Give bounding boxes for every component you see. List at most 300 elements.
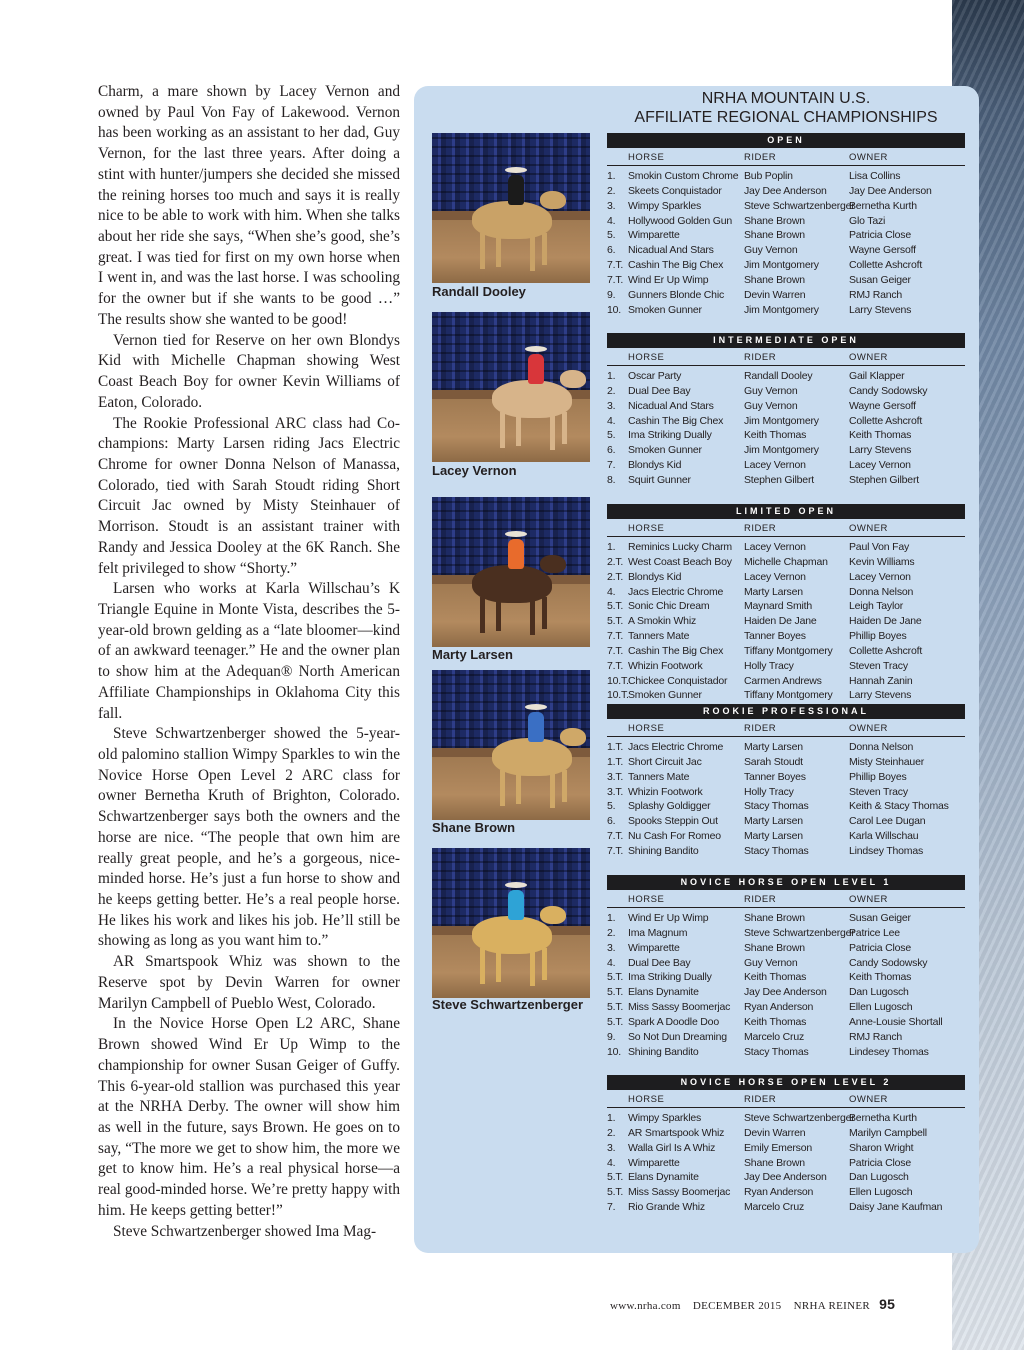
cell-rider: Devin Warren: [744, 1126, 806, 1139]
cell-rider: Shane Brown: [744, 214, 805, 227]
photo-caption: Steve Schwartzenberger: [432, 997, 584, 1012]
cell-owner: Leigh Taylor: [849, 600, 904, 613]
cell-rider: Tanner Boyes: [744, 770, 806, 783]
cell-horse: Wimparette: [628, 229, 680, 242]
rider-photo: [432, 312, 590, 462]
cell-place: 4.: [607, 414, 616, 427]
results-row: [607, 1045, 965, 1060]
cell-horse: Ima Striking Dually: [628, 429, 712, 442]
results-section: [607, 333, 965, 488]
col-owner-header: OWNER: [849, 894, 888, 905]
cell-owner: Ellen Lugosch: [849, 1001, 913, 1014]
cell-horse: Wimpy Sparkles: [628, 1112, 702, 1124]
cell-rider: Devin Warren: [744, 288, 806, 301]
section-title: OPEN: [607, 133, 965, 148]
cell-place: 7.T.: [607, 644, 624, 657]
cell-owner: Lisa Collins: [849, 170, 901, 182]
cell-horse: Smoken Gunner: [628, 689, 702, 702]
results-row: [607, 1200, 965, 1215]
cell-place: 3.: [607, 199, 616, 212]
cell-owner: Keith Thomas: [849, 429, 912, 442]
cell-owner: Anne-Lousie Shortall: [849, 1015, 943, 1028]
cell-rider: Jay Dee Anderson: [744, 1171, 827, 1184]
cell-rider: Jim Montgomery: [744, 303, 819, 316]
cell-rider: Marcelo Cruz: [744, 1030, 805, 1043]
cell-horse: Short Circuit Jac: [628, 755, 702, 768]
col-rider-header: RIDER: [744, 152, 777, 163]
cell-place: 1.: [607, 912, 616, 924]
cell-place: 2.: [607, 926, 616, 939]
cell-horse: Skeets Conquistador: [628, 184, 722, 197]
cell-rider: Keith Thomas: [744, 429, 807, 442]
footer-magazine: NRHA REINER: [793, 1300, 870, 1312]
cell-owner: Lindesey Thomas: [849, 1045, 929, 1058]
cell-horse: Blondys Kid: [628, 570, 682, 583]
cell-owner: Dan Lugosch: [849, 1171, 909, 1184]
cell-owner: Donna Nelson: [849, 741, 914, 753]
photo-caption: Marty Larsen: [432, 647, 513, 662]
cell-owner: Bernetha Kurth: [849, 1112, 917, 1124]
results-row: [607, 414, 965, 429]
photo-caption: Shane Brown: [432, 820, 516, 835]
cell-rider: Holly Tracy: [744, 785, 794, 798]
cell-owner: Misty Steinhauer: [849, 755, 925, 768]
cell-horse: Whizin Footwork: [628, 659, 703, 672]
cell-horse: Whizin Footwork: [628, 785, 703, 798]
cell-owner: Susan Geiger: [849, 912, 911, 924]
cell-horse: Dual Dee Bay: [628, 956, 691, 969]
col-owner-header: OWNER: [849, 352, 888, 363]
cell-rider: Jim Montgomery: [744, 259, 819, 272]
cell-place: 9.: [607, 1030, 616, 1043]
results-row: [607, 814, 965, 829]
cell-owner: Steven Tracy: [849, 659, 908, 672]
cell-horse: Spark A Doodle Doo: [628, 1015, 719, 1028]
cell-place: 5.T.: [607, 1171, 624, 1184]
results-row: [607, 674, 965, 689]
cell-owner: Donna Nelson: [849, 585, 914, 598]
results-row: [607, 1015, 965, 1030]
footer-issue: DECEMBER 2015: [692, 1300, 782, 1312]
cell-owner: Susan Geiger: [849, 273, 911, 286]
section-title: LIMITED OPEN: [607, 504, 965, 519]
cell-place: 6.: [607, 244, 616, 257]
cell-horse: Hollywood Golden Gun: [628, 214, 732, 227]
cell-rider: Maynard Smith: [744, 600, 813, 613]
cell-rider: Shane Brown: [744, 941, 805, 954]
results-section: [607, 1075, 965, 1215]
cell-place: 5.: [607, 429, 616, 442]
cell-horse: Jacs Electric Chrome: [628, 585, 724, 598]
rider-photo: [432, 133, 590, 283]
cell-horse: Cashin The Big Chex: [628, 414, 724, 427]
cell-owner: Patrice Lee: [849, 926, 900, 939]
results-row: [607, 369, 965, 384]
cell-place: 5.T.: [607, 986, 624, 999]
results-row: [607, 755, 965, 770]
article-paragraph: Larsen who works at Karla Willschau’s K Triangle Equine in Monte Vista, describes the 5-year-old brown gelding as a “late bloomer—kind of an awkward teenager.” He and the owner plan to show him at the Adequan® North American Affiliate Championships in Oklahoma City this fall.: [98, 580, 400, 722]
cell-rider: Guy Vernon: [744, 956, 798, 969]
cell-owner: Collette Ashcroft: [849, 259, 923, 272]
results-row: [607, 599, 965, 614]
col-rider-header: RIDER: [744, 523, 777, 534]
cell-rider: Lacey Vernon: [744, 570, 806, 583]
col-horse-header: HORSE: [628, 1094, 665, 1105]
cell-place: 9.: [607, 288, 616, 301]
cell-owner: RMJ Ranch: [849, 288, 903, 301]
article-paragraph: In the Novice Horse Open L2 ARC, Shane Brown showed Wind Er Up Wimp to the championship for owner Susan Geiger of Guffy. This 6-year-old stallion was purchased this year at the NRHA Derby. The owner will show him as well in the future, says Brown. He goes on to say, “The more we get to show him, the more we get to know him. He’s a real physical horse—a real good-minded horse. We’re pretty happy with him. He keeps getting better!”: [98, 1015, 400, 1219]
cell-horse: So Not Dun Dreaming: [628, 1030, 727, 1043]
results-row: [607, 985, 965, 1000]
cell-horse: West Coast Beach Boy: [628, 555, 732, 568]
cell-rider: Marty Larsen: [744, 815, 803, 828]
cell-rider: Steve Schwartzenberger: [744, 926, 855, 939]
cell-place: 3.T.: [607, 785, 624, 798]
panel-title-line1: NRHA MOUNTAIN U.S.: [701, 90, 871, 107]
cell-place: 2.: [607, 184, 616, 197]
cell-horse: Smoken Gunner: [628, 444, 702, 457]
cell-owner: Larry Stevens: [849, 303, 912, 316]
results-row: [607, 169, 965, 184]
cell-owner: Wayne Gersoff: [849, 244, 916, 257]
article-paragraph: Vernon tied for Reserve on her own Blondys Kid with Michelle Chapman showing West Coast Beach Boy for owner Kevin Williams of Eaton, Colorado.: [98, 331, 400, 411]
col-owner-header: OWNER: [849, 1094, 888, 1105]
column-header-row: [607, 352, 965, 366]
results-row: [607, 199, 965, 214]
results-row: [607, 941, 965, 956]
cell-horse: Reminics Lucky Charm: [628, 541, 732, 553]
results-row: [607, 844, 965, 859]
cell-place: 2.: [607, 1126, 616, 1139]
col-horse-header: HORSE: [628, 152, 665, 163]
col-rider-header: RIDER: [744, 723, 777, 734]
col-owner-header: OWNER: [849, 723, 888, 734]
cell-owner: Collette Ashcroft: [849, 414, 923, 427]
results-row: [607, 585, 965, 600]
page-number: 95: [879, 1296, 896, 1312]
cell-horse: Tanners Mate: [628, 630, 690, 643]
cell-place: 6.: [607, 444, 616, 457]
cell-rider: Shane Brown: [744, 229, 805, 242]
cell-place: 4.: [607, 214, 616, 227]
results-row: [607, 740, 965, 755]
cell-horse: Cashin The Big Chex: [628, 259, 724, 272]
section-title: NOVICE HORSE OPEN LEVEL 1: [607, 875, 965, 890]
cell-rider: Tanner Boyes: [744, 630, 806, 643]
cell-owner: Larry Stevens: [849, 444, 912, 457]
cell-place: 2.T.: [607, 570, 624, 583]
results-row: [607, 956, 965, 971]
cell-horse: Chickee Conquistador: [628, 674, 728, 687]
cell-owner: Stephen Gilbert: [849, 473, 919, 486]
cell-place: 5.T.: [607, 615, 624, 628]
results-row: [607, 243, 965, 258]
results-row: [607, 688, 965, 703]
cell-place: 7.T.: [607, 844, 624, 857]
cell-place: 5.T.: [607, 1015, 624, 1028]
cell-owner: Patricia Close: [849, 941, 911, 954]
cell-owner: Keith Thomas: [849, 971, 912, 984]
article-paragraph: Steve Schwartzenberger showed the 5-year-old palomino stallion Wimpy Sparkles to win the Novice Horse Open Level 2 ARC class for owner Bernetha Kruth of Brighton, Colorado. Schwartzenberger says both the owners and the horse are nice. “The people that own him are really great people, and he’s a gorgeous, nice-minded horse. He’s just a fun horse to show and he keeps getting better. He’s a real people horse. He likes his work and likes his job. He’ll still be showing as long as you want him to.”: [98, 725, 400, 950]
cell-place: 4.: [607, 585, 616, 598]
cell-horse: A Smokin Whiz: [628, 615, 697, 628]
cell-owner: Phillip Boyes: [849, 770, 907, 783]
cell-place: 1.: [607, 1112, 616, 1124]
cell-rider: Guy Vernon: [744, 399, 798, 412]
article-paragraph: Charm, a mare shown by Lacey Vernon and owned by Paul Von Fay of Lakewood. Vernon has been working as an assistant to her dad, Guy Vernon, for the last three years. After doing a stint with hunter/jumpers she decided she missed the reining horses too much and says it is really nice to be able to work with him. When she talks about her ride she says, “When she’s good, she’s great. I was tied for first on my own horse when I went in, and was the last horse. I was schooling for the owner but if she wants to be good …” The results show she wanted to be good!: [98, 83, 400, 328]
cell-place: 1.T.: [607, 741, 624, 753]
cell-owner: Jay Dee Anderson: [849, 184, 932, 197]
cell-owner: Paul Von Fay: [849, 541, 910, 553]
cell-rider: Marcelo Cruz: [744, 1201, 805, 1214]
cell-place: 1.T.: [607, 755, 624, 768]
cell-rider: Sarah Stoudt: [744, 755, 803, 768]
results-row: [607, 614, 965, 629]
cell-rider: Stacy Thomas: [744, 1045, 809, 1058]
cell-rider: Tiffany Montgomery: [744, 644, 833, 657]
cell-rider: Holly Tracy: [744, 659, 794, 672]
results-section: [607, 875, 965, 1059]
cell-rider: Steve Schwartzenberger: [744, 199, 855, 212]
cell-place: 7.T.: [607, 659, 624, 672]
cell-owner: Daisy Jane Kaufman: [849, 1201, 943, 1214]
cell-rider: Guy Vernon: [744, 384, 798, 397]
cell-owner: Ellen Lugosch: [849, 1186, 913, 1199]
cell-horse: Walla Girl Is A Whiz: [628, 1141, 716, 1154]
cell-place: 5.: [607, 800, 616, 813]
cell-place: 5.: [607, 229, 616, 242]
section-title: ROOKIE PROFESSIONAL: [607, 704, 965, 719]
photo-caption: Randall Dooley: [432, 284, 526, 299]
results-row: [607, 303, 965, 318]
cell-horse: Cashin The Big Chex: [628, 644, 724, 657]
results-section: [607, 704, 965, 859]
cell-place: 7.: [607, 1201, 616, 1214]
cell-owner: Lindsey Thomas: [849, 844, 924, 857]
cell-horse: Miss Sassy Boomerjac: [628, 1001, 731, 1014]
cell-horse: Shining Bandito: [628, 844, 699, 857]
cell-owner: Lacey Vernon: [849, 459, 911, 472]
col-owner-header: OWNER: [849, 523, 888, 534]
results-row: [607, 1030, 965, 1045]
cell-rider: Jim Montgomery: [744, 414, 819, 427]
results-row: [607, 273, 965, 288]
results-row: [607, 214, 965, 229]
cell-place: 3.: [607, 399, 616, 412]
col-rider-header: RIDER: [744, 894, 777, 905]
cell-owner: Collette Ashcroft: [849, 644, 923, 657]
cell-horse: Dual Dee Bay: [628, 384, 691, 397]
col-horse-header: HORSE: [628, 352, 665, 363]
results-row: [607, 1156, 965, 1171]
panel-title-line2: AFFILIATE REGIONAL CHAMPIONSHIPS: [634, 109, 938, 126]
cell-horse: Ima Magnum: [628, 926, 688, 939]
cell-owner: Sharon Wright: [849, 1141, 914, 1154]
results-section: [607, 133, 965, 317]
column-header-row: [607, 894, 965, 908]
cell-owner: Larry Stevens: [849, 689, 912, 702]
rider-photo: [432, 497, 590, 647]
cell-owner: Marilyn Campbell: [849, 1126, 927, 1139]
results-row: [607, 570, 965, 585]
col-rider-header: RIDER: [744, 352, 777, 363]
cell-rider: Steve Schwartzenberger: [744, 1112, 855, 1124]
results-row: [607, 970, 965, 985]
cell-owner: Keith & Stacy Thomas: [849, 800, 949, 813]
cell-owner: RMJ Ranch: [849, 1030, 903, 1043]
cell-owner: Bernetha Kurth: [849, 199, 917, 212]
cell-place: 3.: [607, 941, 616, 954]
article-paragraph: AR Smartspook Whiz was shown to the Reserve spot by Devin Warren for owner Marilyn Campbell of Pueblo West, Colorado.: [98, 953, 400, 1012]
cell-rider: Marty Larsen: [744, 830, 803, 843]
cell-rider: Emily Emerson: [744, 1141, 812, 1154]
cell-horse: Elans Dynamite: [628, 1171, 699, 1184]
results-row: [607, 555, 965, 570]
results-row: [607, 911, 965, 926]
cell-horse: Wimpy Sparkles: [628, 199, 702, 212]
cell-rider: Shane Brown: [744, 912, 805, 924]
cell-horse: Wimparette: [628, 1156, 680, 1169]
results-row: [607, 1185, 965, 1200]
cell-horse: Elans Dynamite: [628, 986, 699, 999]
cell-place: 7.T.: [607, 630, 624, 643]
cell-place: 7.T.: [607, 830, 624, 843]
cell-place: 1.: [607, 170, 616, 182]
article-paragraph: The Rookie Professional ARC class had Co-champions: Marty Larsen riding Jacs Electric Chrome for owner Donna Nelson of Manassa, Colorado, tied with Sarah Stoudt riding Short Circuit Jac owned by Misty Steinhauer of Morrison. Stoudt is an assistant trainer with Randy and Jessica Dooley at the 6K Ranch. She felt privileged to show “Shorty.”: [98, 414, 400, 577]
col-horse-header: HORSE: [628, 723, 665, 734]
cell-horse: Miss Sassy Boomerjac: [628, 1186, 731, 1199]
cell-horse: Splashy Goldigger: [628, 800, 711, 813]
cell-rider: Carmen Andrews: [744, 674, 822, 687]
cell-owner: Lacey Vernon: [849, 570, 911, 583]
results-row: [607, 384, 965, 399]
cell-place: 5.T.: [607, 600, 624, 613]
results-row: [607, 799, 965, 814]
cell-horse: Nicadual And Stars: [628, 399, 714, 412]
cell-place: 10.: [607, 1045, 621, 1058]
cell-horse: Jacs Electric Chrome: [628, 741, 724, 753]
results-row: [607, 540, 965, 555]
results-row: [607, 473, 965, 488]
cell-horse: Tanners Mate: [628, 770, 690, 783]
col-horse-header: HORSE: [628, 894, 665, 905]
cell-horse: Smokin Custom Chrome: [628, 170, 739, 182]
cell-rider: Shane Brown: [744, 1156, 805, 1169]
cell-horse: Sonic Chic Dream: [628, 600, 710, 613]
article-paragraph: Steve Schwartzenberger showed Ima Mag-: [113, 1222, 377, 1240]
results-row: [607, 629, 965, 644]
cell-horse: Wind Er Up Wimp: [628, 273, 709, 286]
cell-place: 1.: [607, 370, 616, 382]
results-row: [607, 785, 965, 800]
cell-place: 3.T.: [607, 770, 624, 783]
cell-owner: Carol Lee Dugan: [849, 815, 926, 828]
cell-owner: Candy Sodowsky: [849, 384, 928, 397]
cell-horse: Nicadual And Stars: [628, 244, 714, 257]
cell-owner: Wayne Gersoff: [849, 399, 916, 412]
cell-rider: Jay Dee Anderson: [744, 184, 827, 197]
cell-owner: Karla Willschau: [849, 830, 919, 843]
results-row: [607, 829, 965, 844]
cell-rider: Lacey Vernon: [744, 541, 806, 553]
page-footer: [610, 1296, 895, 1312]
cell-rider: Stacy Thomas: [744, 800, 809, 813]
cell-rider: Haiden De Jane: [744, 615, 817, 628]
cell-rider: Marty Larsen: [744, 585, 803, 598]
cell-owner: Gail Klapper: [849, 370, 905, 382]
col-rider-header: RIDER: [744, 1094, 777, 1105]
cell-rider: Marty Larsen: [744, 741, 803, 753]
cell-horse: Blondys Kid: [628, 459, 682, 472]
cell-horse: Spooks Steppin Out: [628, 815, 718, 828]
cell-rider: Jay Dee Anderson: [744, 986, 827, 999]
results-row: [607, 184, 965, 199]
cell-place: 4.: [607, 956, 616, 969]
results-row: [607, 399, 965, 414]
cell-rider: Ryan Anderson: [744, 1186, 814, 1199]
cell-place: 10.T.: [607, 689, 629, 702]
cell-owner: Hannah Zanin: [849, 674, 913, 687]
cell-place: 5.T.: [607, 1001, 624, 1014]
results-row: [607, 1141, 965, 1156]
cell-horse: Nu Cash For Romeo: [628, 830, 721, 843]
results-row: [607, 1126, 965, 1141]
article-body: [98, 82, 400, 1242]
cell-horse: Squirt Gunner: [628, 473, 691, 486]
col-horse-header: HORSE: [628, 523, 665, 534]
results-row: [607, 228, 965, 243]
cell-horse: Wind Er Up Wimp: [628, 912, 709, 924]
rider-photo: [432, 670, 590, 820]
cell-owner: Haiden De Jane: [849, 615, 922, 628]
column-header-row: [607, 523, 965, 537]
cell-rider: Bub Poplin: [744, 170, 793, 182]
cell-rider: Guy Vernon: [744, 244, 798, 257]
cell-place: 2.: [607, 384, 616, 397]
cell-horse: Wimparette: [628, 941, 680, 954]
cell-rider: Keith Thomas: [744, 971, 807, 984]
cell-owner: Patricia Close: [849, 1156, 911, 1169]
results-row: [607, 926, 965, 941]
cell-owner: Phillip Boyes: [849, 630, 907, 643]
cell-horse: Oscar Party: [628, 370, 682, 382]
cell-owner: Patricia Close: [849, 229, 911, 242]
cell-place: 10.T.: [607, 674, 629, 687]
cell-place: 7.T.: [607, 273, 624, 286]
results-row: [607, 659, 965, 674]
cell-owner: Kevin Williams: [849, 555, 915, 568]
cell-owner: Steven Tracy: [849, 785, 908, 798]
results-row: [607, 443, 965, 458]
cell-owner: Glo Tazi: [849, 214, 886, 227]
section-title: NOVICE HORSE OPEN LEVEL 2: [607, 1075, 965, 1090]
cell-horse: Smoken Gunner: [628, 303, 702, 316]
photo-caption: Lacey Vernon: [432, 463, 517, 478]
cell-place: 7.: [607, 459, 616, 472]
results-section: [607, 504, 965, 703]
cell-place: 5.T.: [607, 971, 624, 984]
col-owner-header: OWNER: [849, 152, 888, 163]
cell-rider: Keith Thomas: [744, 1015, 807, 1028]
cell-rider: Lacey Vernon: [744, 459, 806, 472]
cell-rider: Stacy Thomas: [744, 844, 809, 857]
column-header-row: [607, 723, 965, 737]
cell-place: 8.: [607, 473, 616, 486]
cell-rider: Tiffany Montgomery: [744, 689, 833, 702]
results-row: [607, 458, 965, 473]
cell-rider: Michelle Chapman: [744, 555, 828, 568]
column-header-row: [607, 1094, 965, 1108]
